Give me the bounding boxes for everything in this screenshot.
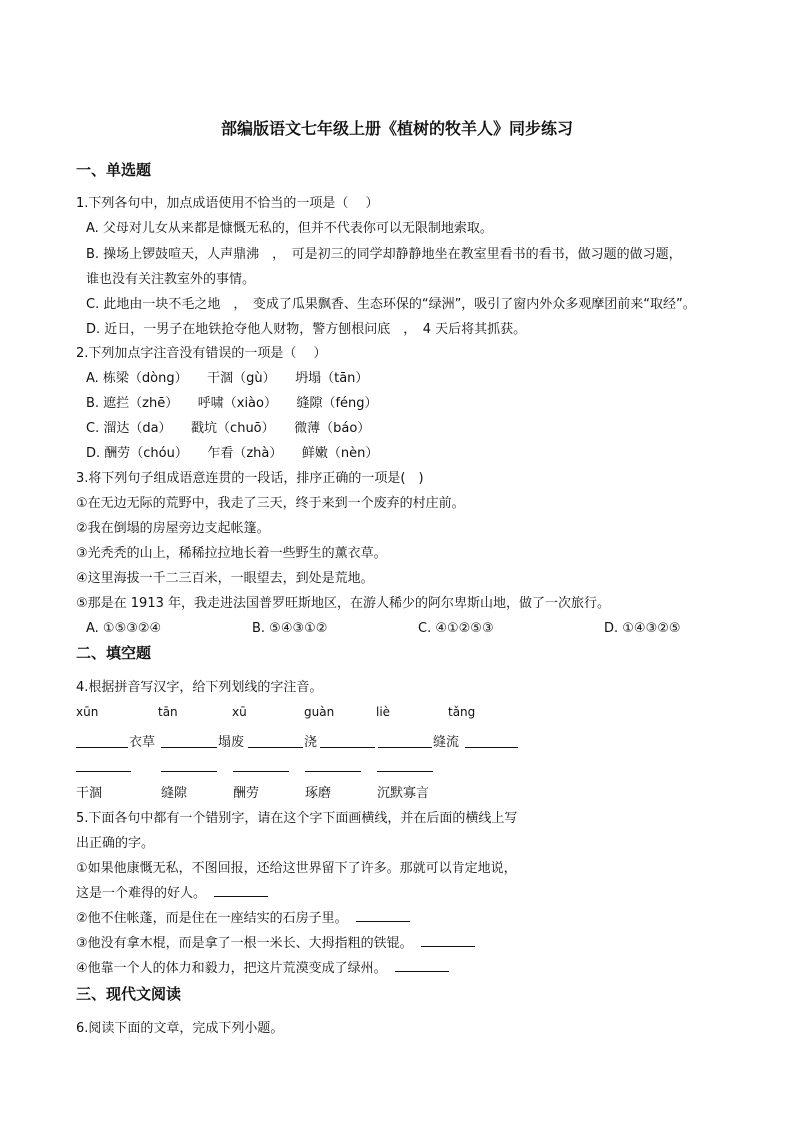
q1-option-d: D. 近日，一男子在地铁抢夺他人财物，警方刨根问底 ， 4 天后将其抓获。 xyxy=(86,322,527,337)
word-item: 缝隙 xyxy=(161,786,188,801)
section-heading-fill-blank: 二、填空题 xyxy=(76,644,152,662)
section-heading-single-choice: 一、单选题 xyxy=(76,161,152,179)
q5-sentence-2 xyxy=(76,906,410,931)
q4-answer-lines xyxy=(76,757,526,777)
answer-blank[interactable] xyxy=(248,747,303,748)
q3-sentence-2: ②我在倒塌的房屋旁边支起帐篷。 xyxy=(76,521,270,536)
pinyin-item: xūn xyxy=(76,705,99,719)
pinyin-item: tǎng xyxy=(448,705,476,719)
word-item: 琢磨 xyxy=(305,786,332,801)
q1-option-b-line2: 谁也没有关注教室外的事情。 xyxy=(86,272,256,287)
q1-option-b-line1: B. 操场上锣鼓喧天，人声鼎沸 ， 可是初三的同学却静静地坐在教室里看书的看书，做习题的做习题， xyxy=(86,247,682,262)
q3-option-c: C. ④①②⑤③ xyxy=(418,621,494,636)
q3-sentence-4: ④这里海拔一千二三百米，一眼望去，到处是荒地。 xyxy=(76,571,374,586)
q4-fill-row xyxy=(76,730,526,755)
q3-sentence-1: ①在无边无际的荒野中，我走了三天，终于来到一个废弃的村庄前。 xyxy=(76,496,465,511)
answer-blank[interactable] xyxy=(378,747,432,748)
q5-sentence-1b xyxy=(76,881,268,906)
q3-stem: 3.将下列句子组成语意连贯的一段话，排序正确的一项是( ) xyxy=(76,471,424,486)
fill-word: 浇 xyxy=(304,735,318,750)
q4-stem: 4.根据拼音写汉字，给下列划线的字注音。 xyxy=(76,680,323,695)
pinyin-item: xū xyxy=(232,705,247,719)
q5-sentence-1b-text: 这是一个难得的好人。 xyxy=(76,886,207,901)
section-heading-reading: 三、现代文阅读 xyxy=(76,985,182,1003)
fill-word: 缝流 xyxy=(433,735,460,750)
q5-sentence-4-text: ④他靠一个人的体力和毅力，把这片荒漠变成了绿州。 xyxy=(76,961,387,976)
q3-sentence-5: ⑤那是在 1913 年，我走进法国普罗旺斯地区，在游人稀少的阿尔卑斯山地，做了一次旅行。 xyxy=(76,596,611,611)
q2-option-d: D. 酬劳（chóu） 乍看（zhà） 鲜嫩（nèn） xyxy=(86,446,379,461)
q3-option-a: A. ①⑤③②④ xyxy=(86,621,162,636)
pinyin-item: liè xyxy=(376,705,391,719)
q3-option-b: B. ⑤④③①② xyxy=(252,621,328,636)
q1-option-c: C. 此地由一块不毛之地 ， 变成了瓜果飘香、生态环保的“绿洲”，吸引了窗内外众多观摩团前来“取经”。 xyxy=(86,297,696,312)
pinyin-item: guàn xyxy=(304,705,335,719)
answer-blank[interactable] xyxy=(305,771,361,772)
q5-sentence-2-text: ②他不住帐蓬，而是住在一座结实的石房子里。 xyxy=(76,911,348,926)
q6-stem: 6.阅读下面的文章，完成下列小题。 xyxy=(76,1021,284,1036)
fill-word: 衣草 xyxy=(129,735,156,750)
answer-blank[interactable] xyxy=(356,907,410,922)
q5-stem-line1: 5.下面各句中都有一个错别字，请在这个字下面画横线，并在后面的横线上写 xyxy=(76,811,518,826)
answer-blank[interactable] xyxy=(76,747,128,748)
answer-blank[interactable] xyxy=(320,747,375,748)
q5-sentence-4 xyxy=(76,956,449,981)
answer-blank[interactable] xyxy=(395,957,449,972)
answer-blank[interactable] xyxy=(377,771,433,772)
q2-option-b: B. 遮拦（zhē） 呼啸（xiào） 缝隙（féng） xyxy=(86,396,378,411)
q2-stem: 2.下列加点字注音没有错误的一项是（ ） xyxy=(76,346,327,361)
q3-sentence-3: ③光秃秃的山上，稀稀拉拉地长着一些野生的薰衣草。 xyxy=(76,546,387,561)
fill-word: 塌废 xyxy=(218,735,245,750)
q1-stem: 1.下列各句中，加点成语使用不恰当的一项是（ ） xyxy=(76,196,379,211)
answer-blank[interactable] xyxy=(233,771,289,772)
q2-option-a: A. 栋梁（dòng） 干涸（gù） 坍塌（tān） xyxy=(86,371,369,386)
q5-sentence-1a: ①如果他康慨无私，不图回报，还给这世界留下了许多。那就可以肯定地说， xyxy=(76,861,517,876)
answer-blank[interactable] xyxy=(76,771,131,772)
q5-stem-line2: 出正确的字。 xyxy=(76,836,155,851)
answer-blank[interactable] xyxy=(421,932,475,947)
answer-blank[interactable] xyxy=(465,747,518,748)
q5-sentence-3-text: ③他没有拿木棍，而是拿了一根一米长、大拇指粗的铁锟。 xyxy=(76,936,413,951)
answer-blank[interactable] xyxy=(214,882,268,897)
pinyin-item: tān xyxy=(158,705,178,719)
word-item: 干涸 xyxy=(76,786,103,801)
q3-option-d: D. ①④③②⑤ xyxy=(604,621,681,636)
q2-option-c: C. 溜达（da） 戳坑（chuō） 微薄（báo） xyxy=(86,421,371,436)
q1-option-a: A. 父母对儿女从来都是慷慨无私的，但并不代表你可以无限制地索取。 xyxy=(86,221,493,236)
q5-sentence-3 xyxy=(76,931,475,956)
answer-blank[interactable] xyxy=(161,747,217,748)
word-item: 沉默寡言 xyxy=(377,786,430,801)
answer-blank[interactable] xyxy=(161,771,217,772)
word-item: 酬劳 xyxy=(233,786,260,801)
document-title: 部编版语文七年级上册《植树的牧羊人》同步练习 xyxy=(220,119,573,138)
